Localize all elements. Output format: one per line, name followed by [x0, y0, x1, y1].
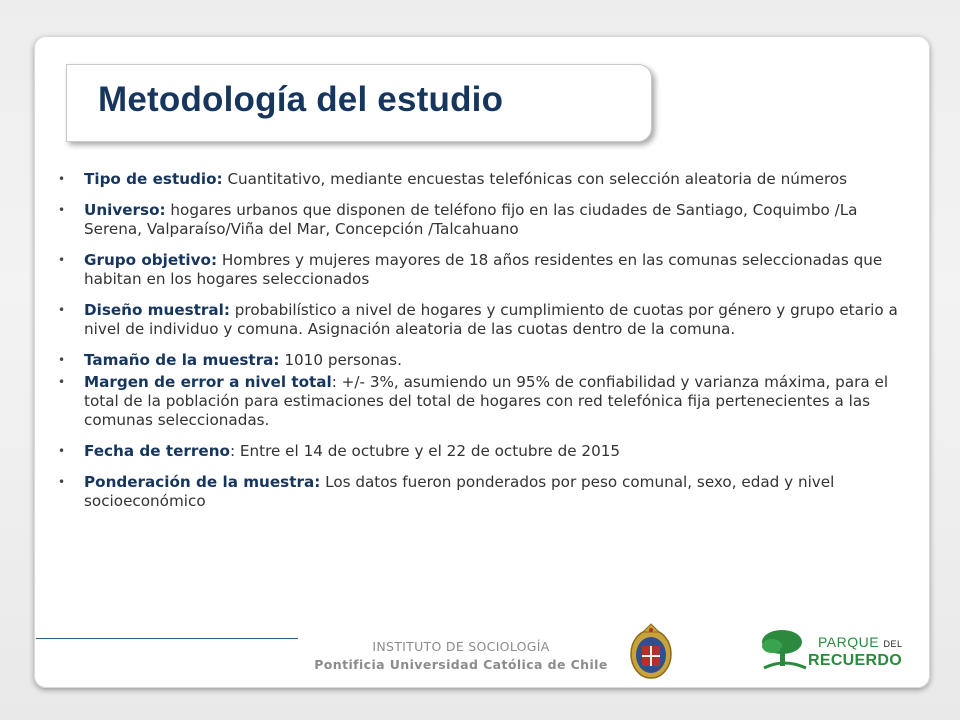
slide-title: Metodología del estudio [98, 80, 504, 119]
bullet-item [58, 170, 898, 189]
bullet-list [58, 170, 898, 511]
bullet-text: hogares urbanos que disponen de teléfono fijo en las ciudades de Santiago, Coquimbo /La Serena, Valparaíso/Viña del Mar, Concepción /Talcahuano [84, 201, 858, 238]
university-crest-icon [628, 622, 674, 680]
bullet-item [58, 473, 898, 511]
bullet-text: 1010 personas. [279, 351, 402, 369]
bullet-term: Tipo de estudio: [84, 170, 223, 188]
bullet-term: Grupo objetivo: [84, 251, 218, 269]
bullet-text: Cuantitativo, mediante encuestas telefónicas con selección aleatoria de números [222, 170, 848, 188]
bullet-item [58, 351, 898, 370]
bullet-term: Universo: [84, 201, 166, 219]
logo-line2: RECUERDO [808, 652, 902, 669]
bullet-text: : Entre el 14 de octubre y el 22 de octubre de 2015 [229, 442, 621, 460]
bullet-item [58, 442, 898, 461]
logo-line1-small: DEL [883, 639, 903, 649]
bullet-term: Tamaño de la muestra: [84, 351, 280, 369]
institute-name: INSTITUTO DE SOCIOLOGÍA [372, 639, 550, 654]
bullet-item [58, 251, 898, 289]
bullet-text: : +/- 3%, asumiendo un 95% de confiabilidad y varianza máxima, para el total de la población para estimaciones del total de hogares con red telefónica fija pertenecientes a las comunas seleccionadas. [84, 373, 889, 429]
bullet-item [58, 373, 898, 430]
logo-line1-main: PARQUE [818, 634, 880, 650]
bullet-term: Diseño muestral: [84, 301, 230, 319]
university-name: Pontificia Universidad Católica de Chile [314, 657, 608, 672]
bullet-term: Ponderación de la muestra: [84, 473, 321, 491]
bullet-text: Hombres y mujeres mayores de 18 años residentes en las comunas seleccionadas que habitan en los hogares seleccionados [84, 251, 883, 288]
bullet-item [58, 301, 898, 339]
footer-rule [36, 638, 298, 639]
logo-line1 [818, 634, 903, 650]
bullet-term: Margen de error a nivel total [84, 373, 332, 391]
bullet-term: Fecha de terreno [84, 442, 230, 460]
footer-institute [306, 638, 616, 674]
bullet-item [58, 201, 898, 239]
bullet-text: probabilístico a nivel de hogares y cumplimiento de cuotas por género y grupo etario a nivel de individuo y comuna. Asignación aleatoria de las cuotas dentro de la comuna. [84, 301, 898, 338]
bullet-text: Los datos fueron ponderados por peso comunal, sexo, edad y nivel socioeconómico [84, 473, 835, 510]
